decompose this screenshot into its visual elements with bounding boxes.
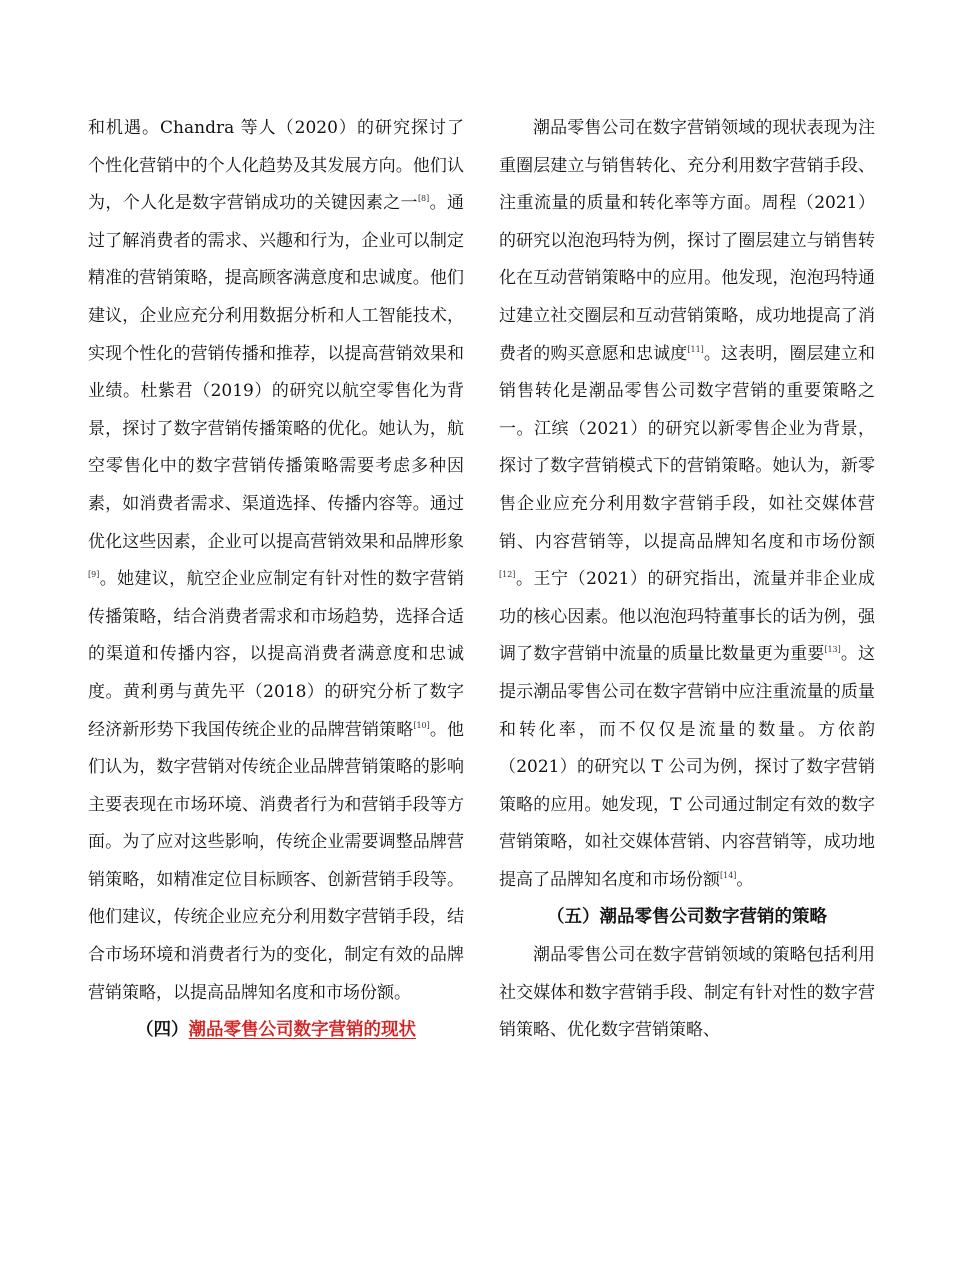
paragraph-text: 。她建议，航空企业应制定有针对性的数字营销传播策略，结合消费者需求和市场趋势，选择合适的渠道和传播内容，以提高消费者满意度和忠诚度。黄利勇与黄先平（2018）的研究分析了数字经济新形势下我国传统企业的品牌营销策略 [88, 569, 464, 740]
citation-ref: [12] [499, 570, 516, 580]
paragraph-text: 。这提示潮品零售公司在数字营销中应注重流量的质量和转化率，而不仅仅是流量的数量。方依韵（2021）的研究以 T 公司为例，探讨了数字营销策略的应用。她发现，T 公司通过制定有效的数字营销策略，如社交媒体营销、内容营销等，成功地提高了品牌知名度和市场份额 [499, 644, 876, 890]
paragraph-text: 潮品零售公司在数字营销领域的策略包括利用社交媒体和数字营销手段、制定有针对性的数字营销策略、优化数字营销策略、 [499, 945, 875, 1041]
paragraph-text: 和机遇。Chandra 等人（2020）的研究探讨了个性化营销中的个人化趋势及其发展方向。他们认为，个人化是数字营销成功的关键因素之一 [88, 118, 464, 214]
section-heading-4 [88, 1012, 464, 1050]
citation-ref: [11] [687, 344, 704, 354]
paragraph-text: 。王宁（2021）的研究指出，流量并非企业成功的核心因素。他以泡泡玛特董事长的话为例，强调了数字营销中流量的质量比数量更为重要 [499, 569, 875, 665]
paragraph-text: 潮品零售公司在数字营销领域的现状表现为注重圈层建立与销售转化、充分利用数字营销手段、注重流量的质量和转化率等方面。周程（2021）的研究以泡泡玛特为例，探讨了圈层建立与销售转化在互动营销策略中的应用。他发现，泡泡玛特通过建立社交圈层和互动营销策略，成功地提高了消费者的购买意愿和忠诚度 [499, 118, 875, 364]
citation-ref: [14] [720, 870, 737, 880]
citation-ref: [8] [417, 194, 430, 204]
paragraph-text: 。通过了解消费者的需求、兴趣和行为，企业可以制定精准的营销策略，提高顾客满意度和忠诚度。他们建议，企业应充分利用数据分析和人工智能技术，实现个性化的营销传播和推荐，以提高营销效果和业绩。杜紫君（2019）的研究以航空零售化为背景，探讨了数字营销传播策略的优化。她认为，航空零售化中的数字营销传播策略需要考虑多种因素，如消费者需求、渠道选择、传播内容等。通过优化这些因素，企业可以提高营销效果和品牌形象 [88, 193, 465, 552]
citation-ref: [9] [88, 570, 100, 580]
paragraph-text: 。这表明，圈层建立和销售转化是潮品零售公司数字营销的重要策略之一。江缤（2021）的研究以新零售企业为背景，探讨了数字营销模式下的营销策略。她认为，新零售企业应充分利用数字营销手段，如社交媒体营销、内容营销等，以提高品牌知名度和市场份额 [499, 343, 876, 552]
body-paragraph [88, 110, 464, 1012]
citation-ref: [13] [824, 645, 841, 655]
left-column [88, 110, 464, 1050]
paragraph-text: 。他们认为，数字营销对传统企业品牌营销策略的影响主要表现在市场环境、消费者行为和营销手段等方面。为了应对这些影响，传统企业需要调整品牌营销策略，如精准定位目标顾客、创新营销手段等。他们建议，传统企业应充分利用数字营销手段，结合市场环境和消费者行为的变化，制定有效的品牌营销策略，以提高品牌知名度和市场份额。 [88, 719, 465, 1003]
section-title-link[interactable]: 潮品零售公司数字营销的现状 [188, 1020, 416, 1041]
body-paragraph [499, 937, 875, 1050]
citation-ref: [10] [413, 720, 430, 730]
section-number: （四） [136, 1020, 189, 1041]
paragraph-text: 。 [736, 869, 754, 890]
body-paragraph [499, 110, 875, 899]
section-heading-5: （五）潮品零售公司数字营销的策略 [547, 907, 827, 928]
right-column [499, 110, 875, 1050]
